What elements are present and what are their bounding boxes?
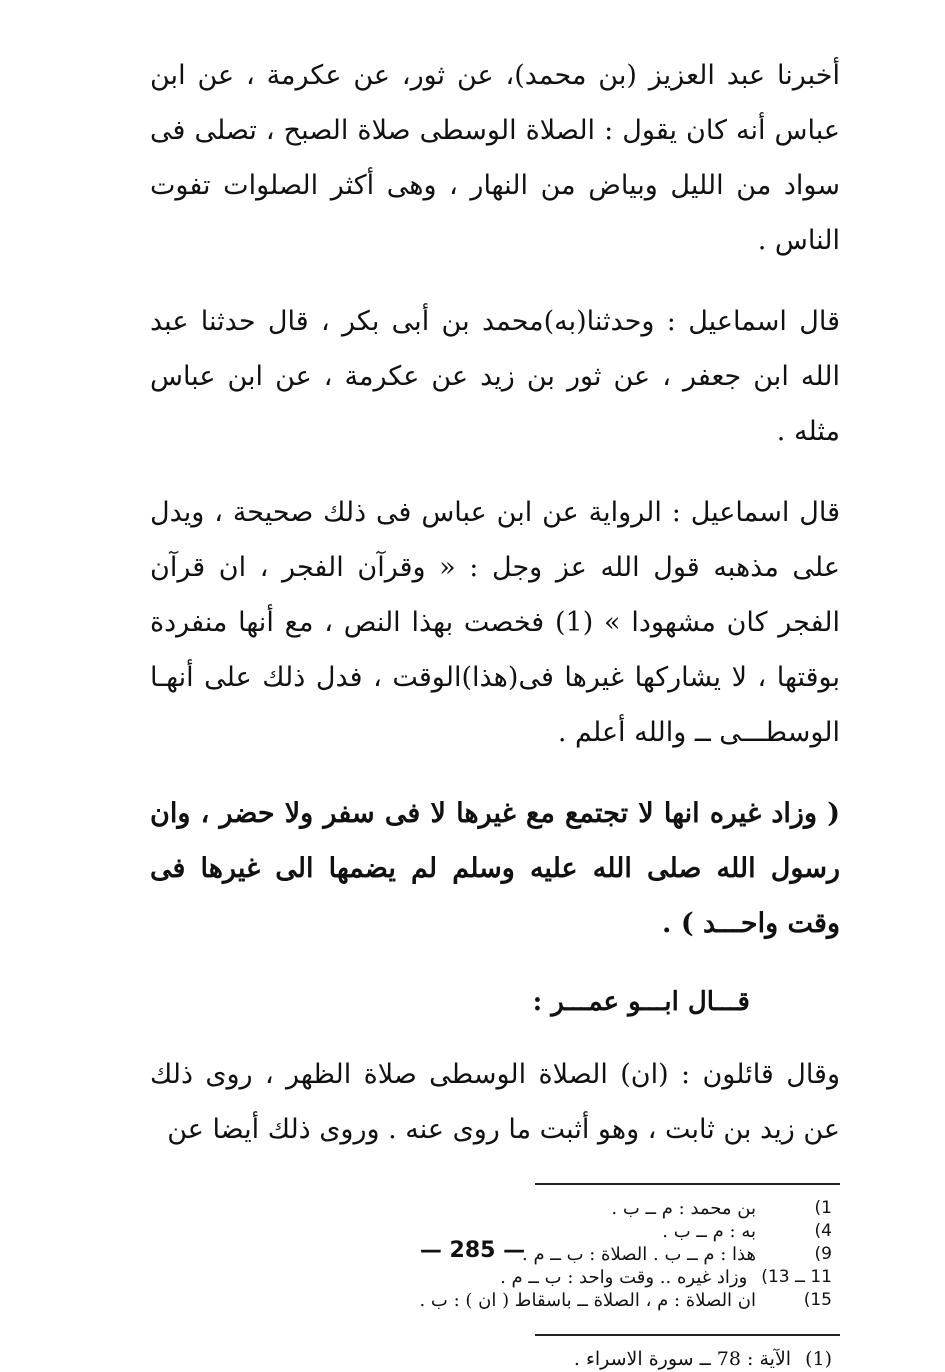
- paragraph-ibn-abbas-narration: أخبرنا عبد العزيز (بن محمد)، عن ثور، عن عكرمة ، عن ابن عباس أنه كان يقول : الصلاة الوسطى صلاة الصبح ، تصلى فى سواد من الليل وبياض من النهار ، وهى أكثر الصلوات تفوت الناس .: [150, 60, 840, 256]
- paragraph-addition: ( وزاد غيره انها لا تجتمع مع غيرها لا فى سفر ولا حضر ، وان رسول الله صلى الله عليه وسلم لم يضمها الى غيرها فى وقت واحـــد ) .: [150, 798, 840, 939]
- paragraph-ismail-commentary: قال اسماعيل : الرواية عن ابن عباس فى ذلك صحيحة ، ويدل على مذهبه قول الله عز وجل : « وقرآن الفجر ، ان قرآن الفجر كان مشهودا » (1) فخصت بهذا النص ، مع أنها منفردة بوقتها ، لا يشاركها غيرها فى(هذا)الوقت ، فدل ذلك على أنهـا الوسطـــى ــ والله أعلم .: [150, 497, 840, 748]
- variant-note: [150, 1197, 840, 1220]
- note-text: بن محمد : م ــ ب .: [611, 1198, 756, 1219]
- note-number: 1): [814, 1198, 832, 1218]
- quran-note-text: الآية : 78 ــ سورة الاسراء .: [573, 1348, 792, 1370]
- page-number: — 285 —: [419, 1238, 526, 1263]
- note-text: هذا : م ــ ب . الصلاة : ب ــ م .: [522, 1244, 756, 1265]
- footnote-divider: [535, 1183, 840, 1185]
- note-text: به : م ــ ب .: [662, 1221, 756, 1242]
- section-heading: قـــال ابـــو عمـــر :: [532, 987, 750, 1017]
- quran-note-number: (1): [805, 1348, 832, 1370]
- note-number: 15): [803, 1290, 832, 1310]
- document-page: [150, 48, 840, 1370]
- note-text: ان الصلاة : م ، الصلاة ــ باسقاط ( ان ) : ب .: [419, 1290, 756, 1311]
- quran-footnote: [150, 1346, 840, 1372]
- quran-footnote-divider: [535, 1334, 840, 1336]
- note-text: وزاد غيره .. وقت واحد : ب ــ م .: [500, 1267, 748, 1288]
- note-number: 11 ــ 13): [761, 1267, 832, 1287]
- paragraph-dhuhr-opinion: وقال قائلون : (ان) الصلاة الوسطى صلاة الظهر ، روى ذلك عن زيد بن ثابت ، وهو أثبت ما روى عنه . وروى ذلك أيضا عن: [150, 1059, 840, 1145]
- note-number: 4): [814, 1221, 832, 1241]
- variant-note: [150, 1266, 840, 1289]
- note-number: 9): [814, 1244, 832, 1264]
- paragraph-ismail-chain: قال اسماعيل : وحدثنا(به)محمد بن أبى بكر ، قال حدثنا عبد الله ابن جعفر ، عن ثور بن زيد عن عكرمة ، عن ابن عباس مثله .: [150, 306, 840, 447]
- variant-note: [150, 1289, 840, 1312]
